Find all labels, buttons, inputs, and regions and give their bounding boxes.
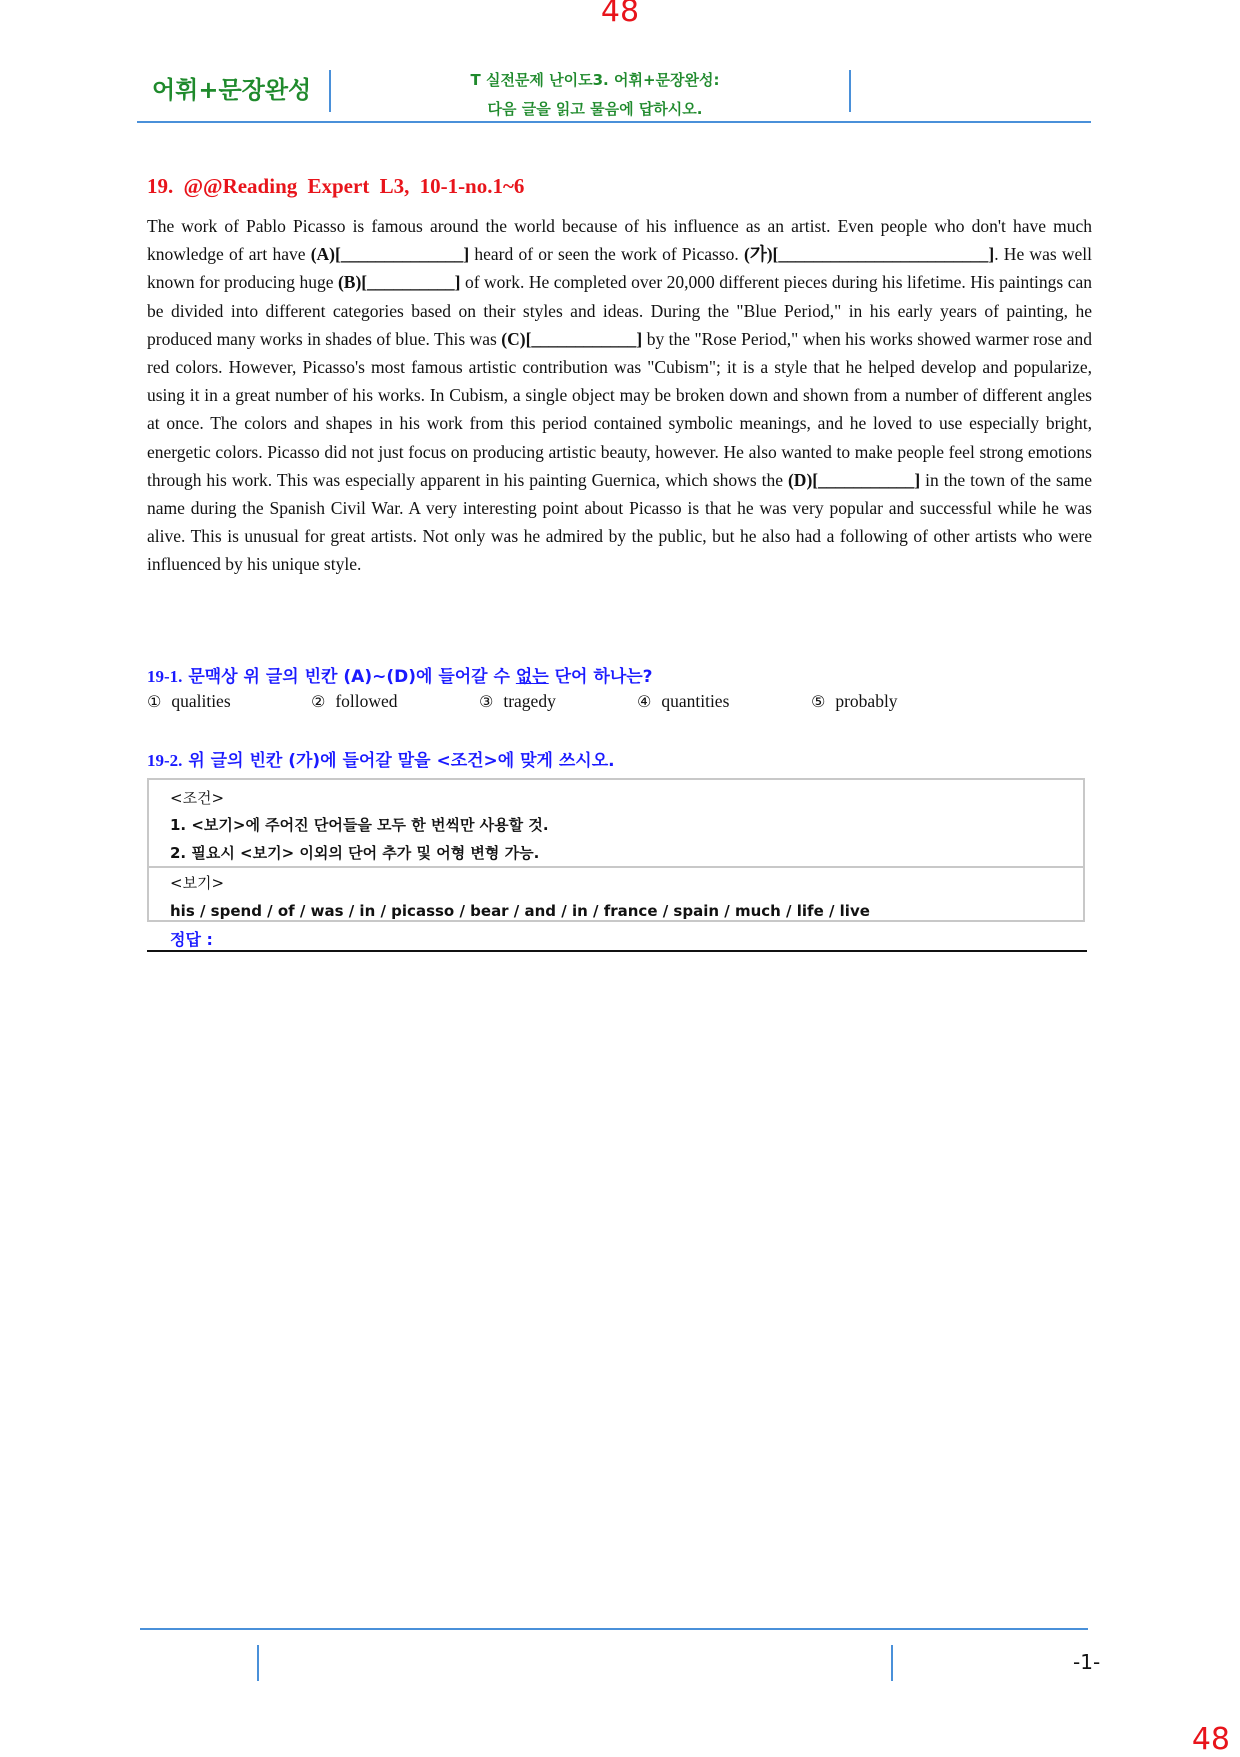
choice-1[interactable] bbox=[147, 691, 231, 712]
choice-1-mark: ① bbox=[147, 692, 162, 711]
example-words: his / spend / of / was / in / picasso / bear / and / in / france / spain / much / life / live bbox=[170, 902, 870, 920]
passage-part-3: . He was well known for producing huge bbox=[147, 244, 1092, 293]
header-rule bbox=[137, 121, 1091, 123]
blank-a: (A)[______________] bbox=[310, 244, 470, 265]
question-title: 19. @@Reading Expert L3, 10-1-no.1~6 bbox=[147, 174, 525, 198]
choice-4-text: quantities bbox=[661, 691, 730, 711]
blank-d: (D)[___________] bbox=[787, 469, 921, 490]
sub-question-1-text-after: 단어 하나는? bbox=[548, 667, 653, 687]
condition-1: 1. <보기>에 주어진 단어들을 모두 한 번씩만 사용할 것. bbox=[170, 816, 549, 834]
sub-question-1-text-before: 문맥상 위 글의 빈칸 (A)~(D)에 들어갈 수 bbox=[182, 667, 516, 687]
blank-c: (C)[____________] bbox=[501, 328, 643, 349]
sub-question-1-underlined: 없는 bbox=[515, 667, 549, 687]
choice-4[interactable] bbox=[637, 691, 729, 712]
reading-passage bbox=[147, 212, 1092, 579]
choice-2-text: followed bbox=[335, 691, 398, 711]
blank-ga: (가)[________________________] bbox=[744, 244, 995, 265]
answer-label: 정답 : bbox=[170, 930, 213, 949]
passage-part-2: heard of or seen the work of Picasso. bbox=[469, 244, 744, 265]
footer-divider-left bbox=[257, 1645, 259, 1681]
condition-2: 2. 필요시 <보기> 이외의 단어 추가 및 어형 변형 가능. bbox=[170, 844, 540, 862]
sub-question-1-number: 19-1. bbox=[147, 667, 183, 686]
passage-part-5: by the "Rose Period," when his works showed warmer rose and red colors. However, Picasso's most famous artistic contribution was "Cubism"; it is a style that he helped develop and popularize, using it in a great number of his works. In Cubism, a single object may be broken down and shown from a number of different angles at once. The colors and shapes in his work from this period contained symbolic meanings, and he loved to use especially bright, energetic colors. Picasso did not just focus on producing artistic beauty, however. He also wanted to make people feel strong emotions through his work. This was especially apparent in his painting Guernica, which shows the bbox=[147, 328, 1092, 490]
header-title: 어휘+문장완성 bbox=[152, 76, 312, 104]
condition-box bbox=[147, 778, 1085, 922]
choice-5-mark: ⑤ bbox=[811, 692, 826, 711]
header-subtitle-line2: 다음 글을 읽고 물음에 답하시오. bbox=[487, 100, 703, 118]
header-divider-right bbox=[849, 70, 851, 112]
header-subtitle-line1: T 실전문제 난이도3. 어휘+문장완성: bbox=[470, 71, 720, 89]
passage-part-1: The work of Pablo Picasso is famous around the world because of his influence as an artist. Even people who don't have much knowledge of art have bbox=[147, 216, 1092, 265]
sub-question-2 bbox=[147, 746, 615, 771]
condition-divider bbox=[149, 866, 1083, 868]
choice-1-text: qualities bbox=[171, 691, 231, 711]
choice-2-mark: ② bbox=[311, 692, 326, 711]
example-header: <보기> bbox=[170, 874, 225, 892]
choice-2[interactable] bbox=[311, 691, 398, 712]
sub-question-2-number: 19-2. bbox=[147, 751, 183, 770]
bottom-page-number: 48 bbox=[1191, 1722, 1230, 1757]
choice-5[interactable] bbox=[811, 691, 898, 712]
choice-4-mark: ④ bbox=[637, 692, 652, 711]
choice-3[interactable] bbox=[479, 691, 556, 712]
header-subtitle bbox=[335, 66, 855, 124]
sub-question-2-text: 위 글의 빈칸 (가)에 들어갈 말을 <조건>에 맞게 쓰시오. bbox=[182, 751, 615, 771]
answer-line[interactable] bbox=[147, 950, 1087, 952]
choice-5-text: probably bbox=[835, 691, 898, 711]
condition-header: <조건> bbox=[170, 789, 225, 807]
footer-rule bbox=[140, 1628, 1088, 1630]
header-divider-left bbox=[329, 70, 331, 112]
choice-3-mark: ③ bbox=[479, 692, 494, 711]
choice-3-text: tragedy bbox=[503, 691, 556, 711]
sub-question-1 bbox=[147, 662, 653, 687]
blank-b: (B)[__________] bbox=[337, 272, 461, 293]
top-page-number: 48 bbox=[600, 0, 640, 29]
passage-part-6: in the town of the same name during the Spanish Civil War. A very interesting point about Picasso is that he was very popular and successful while he was alive. This is unusual for great artists. Not only was he admired by the public, but he also had a following of other artists who were influenced by his unique style. bbox=[147, 469, 1092, 575]
footer-divider-right bbox=[891, 1645, 893, 1681]
footer-page-number: -1- bbox=[1073, 1650, 1101, 1674]
passage-part-4: of work. He completed over 20,000 different pieces during his lifetime. His paintings can be divided into different categories based on their styles and ideas. During the "Blue Period," in his early years of painting, he produced many works in shades of blue. This was bbox=[147, 272, 1092, 349]
